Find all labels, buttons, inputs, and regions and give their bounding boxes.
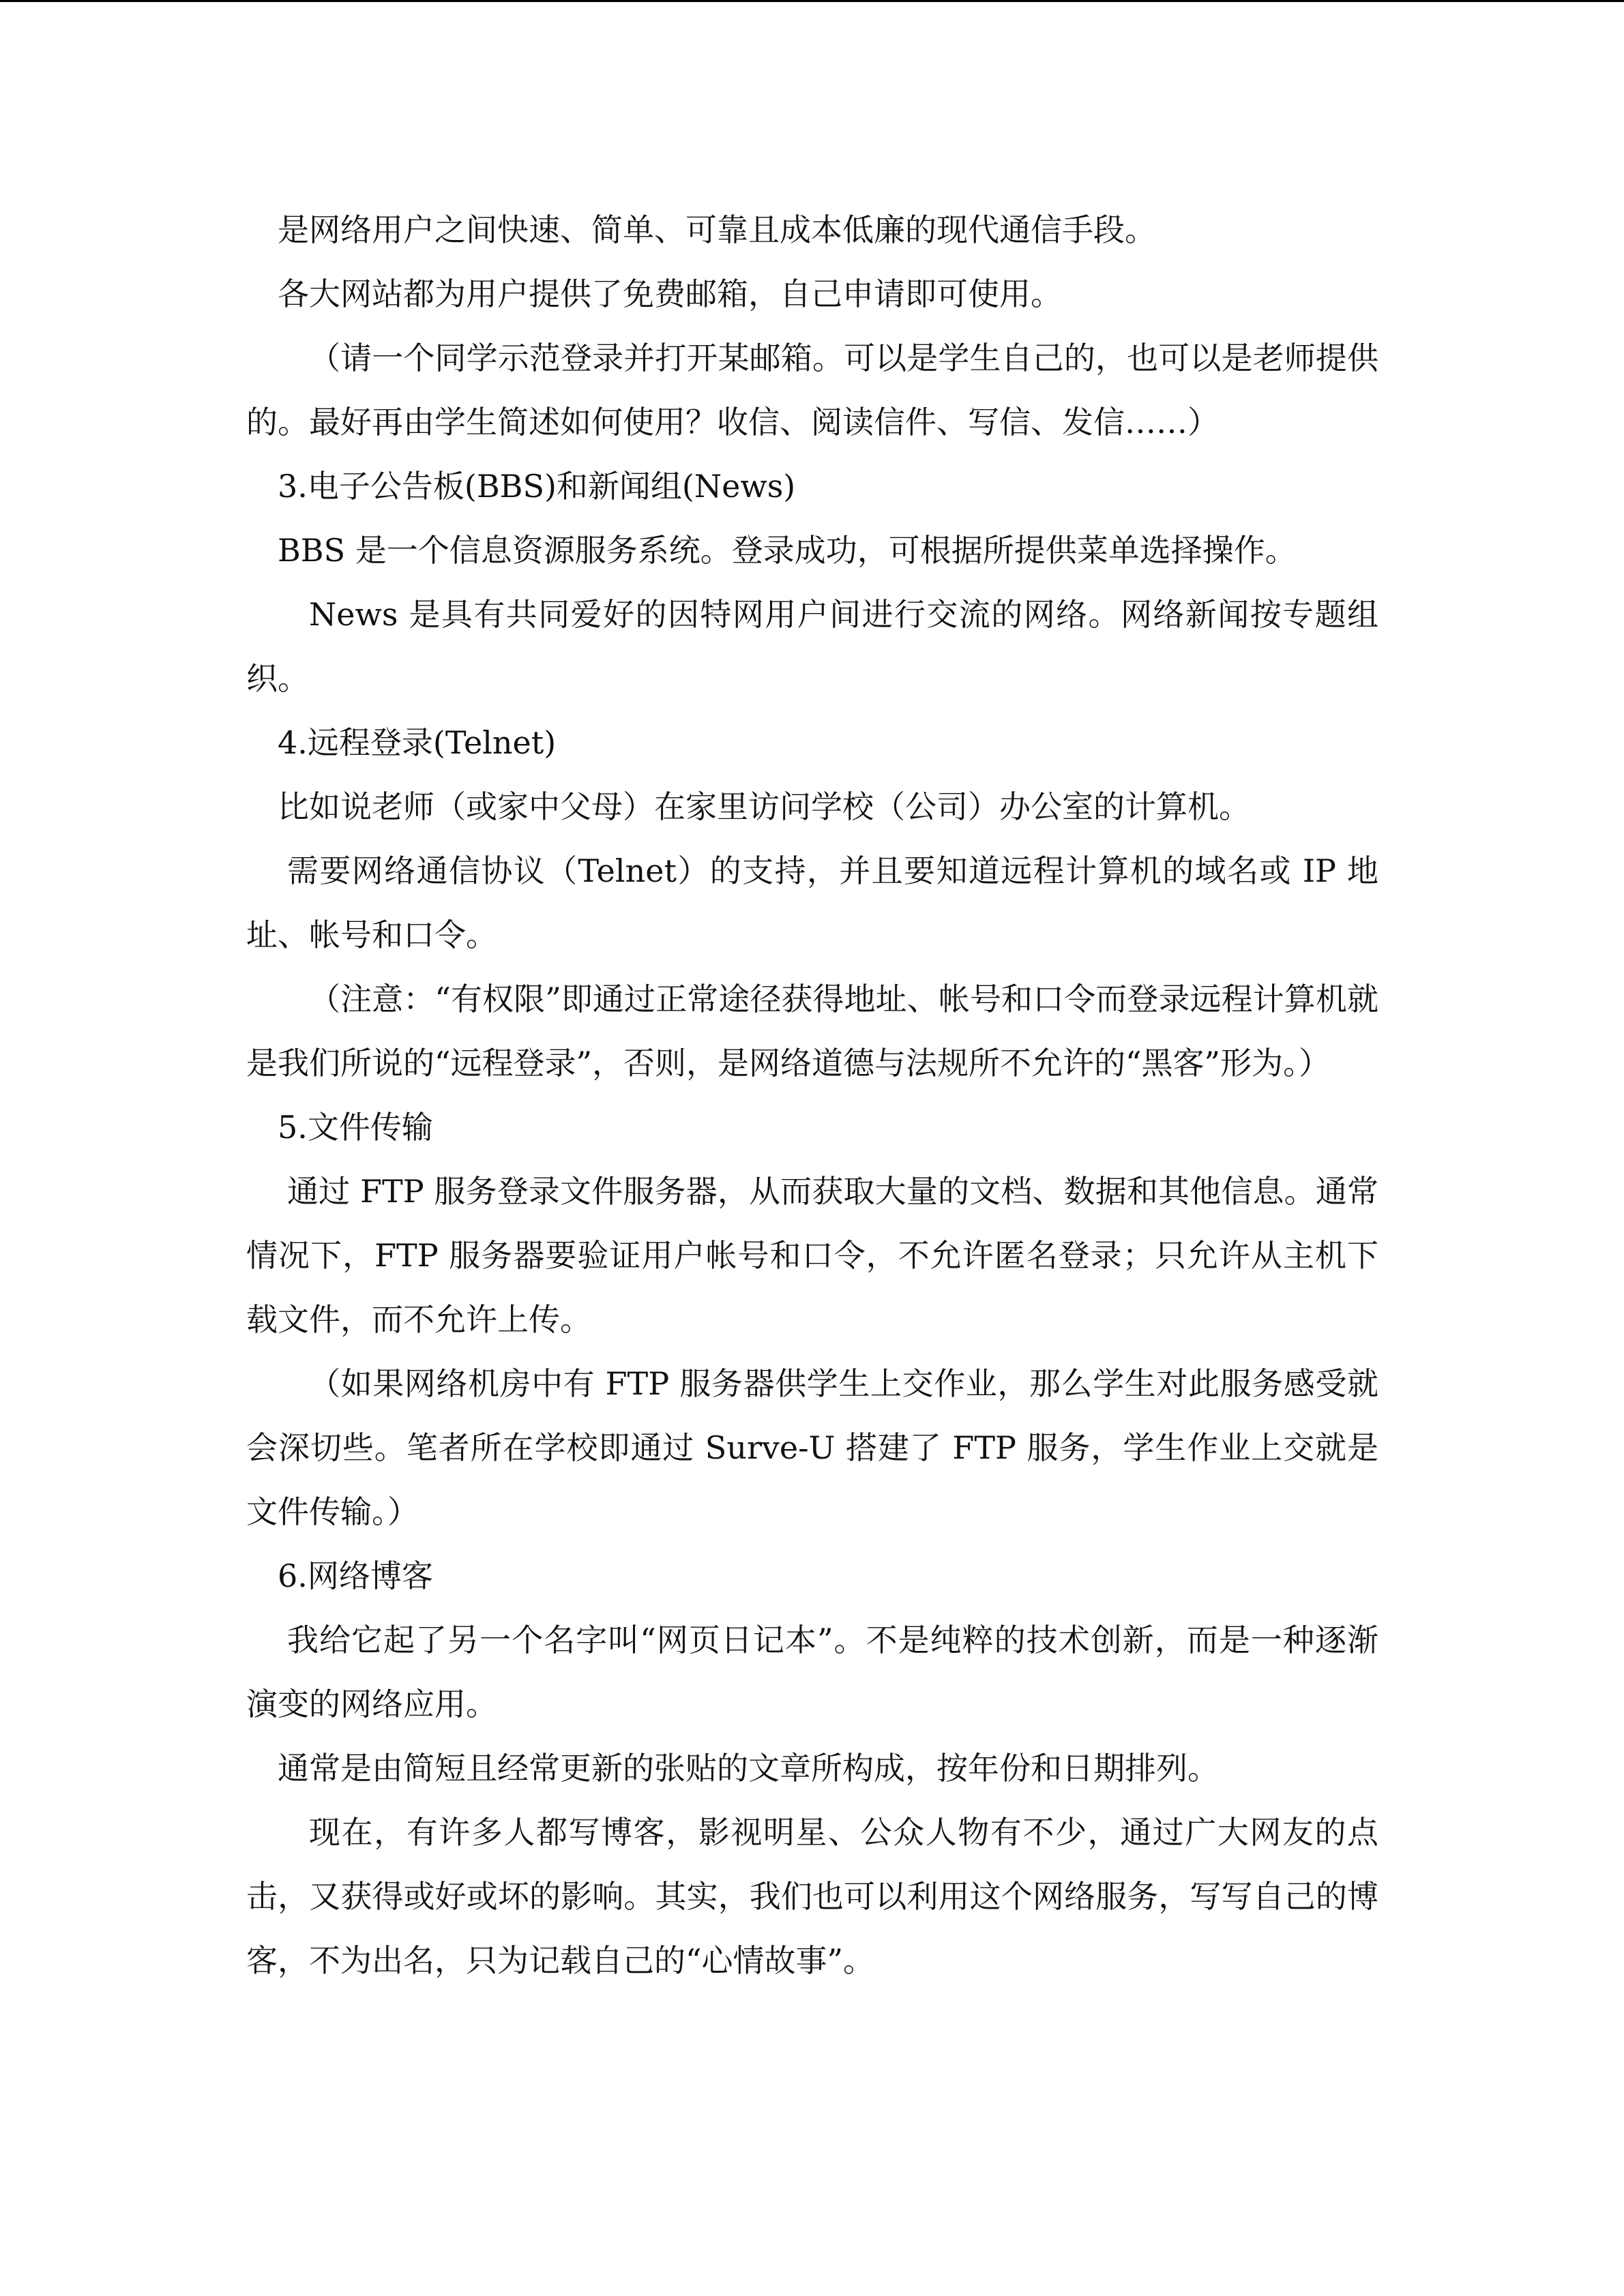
heading-file-transfer: 5.文件传输 <box>278 1109 433 1146</box>
paragraph-blog-structure: 通常是由简短且经常更新的张贴的文章所构成，按年份和日期排列。 <box>278 1750 1219 1787</box>
paragraph-free-mailbox: 各大网站都为用户提供了免费邮箱，自己申请即可使用。 <box>278 275 1062 312</box>
heading-telnet: 4.远程登录(Telnet) <box>278 724 557 761</box>
paragraph-telnet-requirements: 需要网络通信协议（Telnet）的支持，并且要知道远程计算机的域名或 IP 地址、帐号和口令。 <box>246 852 1378 953</box>
paragraph-mailbox-demo-note: （请一个同学示范登录并打开某邮箱。可以是学生自己的，也可以是老师提供的。最好再由学生简述如何使用？收信、阅读信件、写信、发信……） <box>246 340 1378 441</box>
top-border-line <box>0 0 1624 2</box>
document-body <box>246 198 1378 1993</box>
paragraph-ftp-note: （如果网络机房中有 FTP 服务器供学生上交作业，那么学生对此服务感受就会深切些。笔者所在学校即通过 Surve-U 搭建了 FTP 服务，学生作业上交就是文件传输。） <box>246 1365 1378 1530</box>
paragraph-telnet-note: （注意：“有权限”即通过正常途径获得地址、帐号和口令而登录远程计算机就是我们所说的“远程登录”，否则，是网络道德与法规所不允许的“黑客”形为。） <box>246 981 1378 1082</box>
paragraph-email-intro: 是网络用户之间快速、简单、可靠且成本低廉的现代通信手段。 <box>278 211 1156 248</box>
paragraph-news: News 是具有共同爱好的因特网用户间进行交流的网络。网络新闻按专题组织。 <box>246 596 1378 697</box>
heading-bbs-news: 3.电子公告板(BBS)和新闻组(News) <box>278 468 796 505</box>
paragraph-telnet-example: 比如说老师（或家中父母）在家里访问学校（公司）办公室的计算机。 <box>278 788 1250 825</box>
paragraph-blog-name: 我给它起了另一个名字叫“网页日记本”。不是纯粹的技术创新，而是一种逐渐演变的网络应用。 <box>246 1622 1378 1723</box>
paragraph-bbs: BBS 是一个信息资源服务系统。登录成功，可根据所提供菜单选择操作。 <box>278 532 1297 569</box>
paragraph-blog-usage: 现在，有许多人都写博客，影视明星、公众人物有不少，通过广大网友的点击，又获得或好或坏的影响。其实，我们也可以利用这个网络服务，写写自己的博客，不为出名，只为记载自己的“心情故事”。 <box>246 1814 1378 1979</box>
paragraph-ftp: 通过 FTP 服务登录文件服务器，从而获取大量的文档、数据和其他信息。通常情况下，FTP 服务器要验证用户帐号和口令，不允许匿名登录；只允许从主机下载文件，而不允许上传。 <box>246 1173 1378 1338</box>
heading-blog: 6.网络博客 <box>278 1557 433 1594</box>
